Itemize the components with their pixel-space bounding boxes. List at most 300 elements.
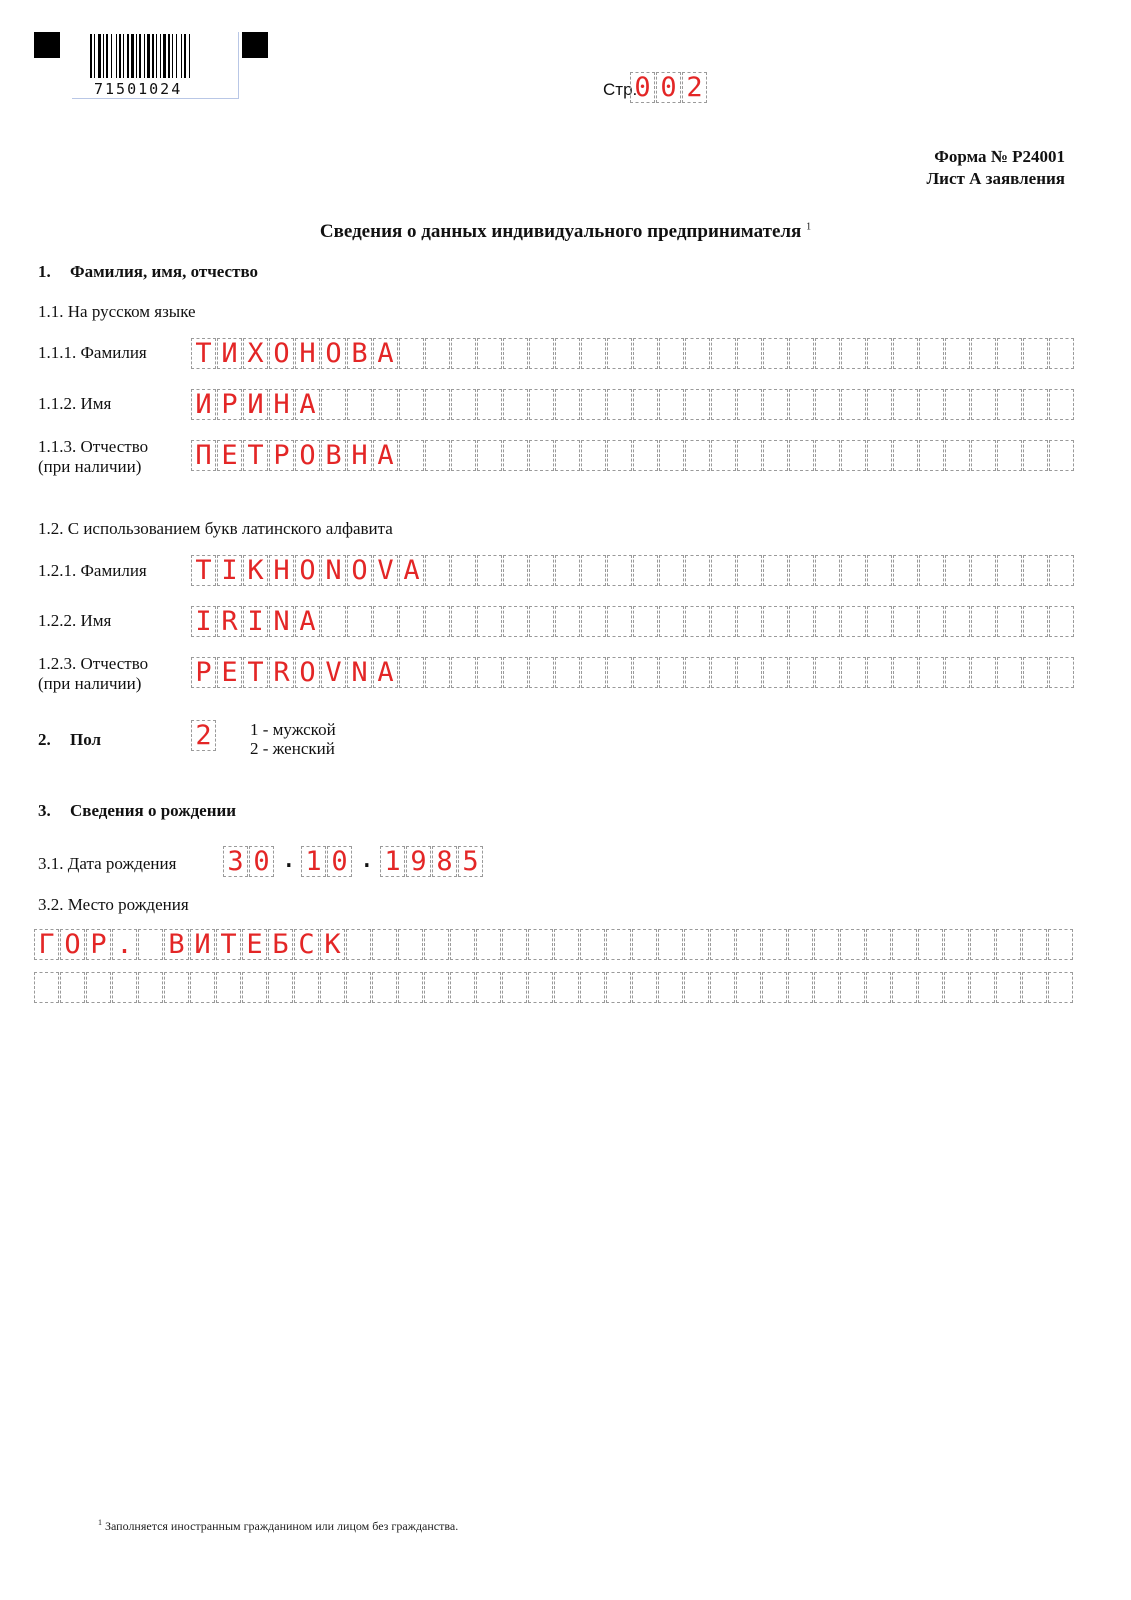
ru-patronymic-cell[interactable] <box>555 440 580 471</box>
birth-place-1-cell[interactable] <box>996 929 1021 960</box>
birth-place-1-cell[interactable] <box>944 929 969 960</box>
ru-name-cell[interactable] <box>737 389 762 420</box>
lat-patronymic-cell[interactable] <box>1023 657 1048 688</box>
birth-place-2-cell[interactable] <box>814 972 839 1003</box>
birth-place-1-cell[interactable]: Г <box>34 929 59 960</box>
ru-patronymic-cell[interactable] <box>581 440 606 471</box>
lat-name-cell[interactable] <box>997 606 1022 637</box>
ru-name-cell[interactable] <box>893 389 918 420</box>
ru-surname-field[interactable] <box>191 338 1075 369</box>
birth-place-2-cell[interactable] <box>892 972 917 1003</box>
lat-name-cell[interactable] <box>711 606 736 637</box>
birth-place-2-cell[interactable] <box>372 972 397 1003</box>
birth-day-field[interactable] <box>223 846 275 877</box>
lat-surname-cell[interactable] <box>1023 555 1048 586</box>
birth-day-cell[interactable]: 3 <box>223 846 248 877</box>
lat-patronymic-cell[interactable] <box>451 657 476 688</box>
birth-place-2-cell[interactable] <box>918 972 943 1003</box>
ru-name-cell[interactable] <box>997 389 1022 420</box>
lat-patronymic-cell[interactable]: R <box>269 657 294 688</box>
lat-patronymic-cell[interactable] <box>867 657 892 688</box>
ru-patronymic-cell[interactable]: Е <box>217 440 242 471</box>
ru-surname-cell[interactable] <box>503 338 528 369</box>
ru-patronymic-cell[interactable] <box>477 440 502 471</box>
lat-surname-cell[interactable] <box>867 555 892 586</box>
lat-name-cell[interactable] <box>373 606 398 637</box>
ru-surname-cell[interactable] <box>581 338 606 369</box>
birth-place-1-cell[interactable] <box>606 929 631 960</box>
ru-surname-cell[interactable] <box>425 338 450 369</box>
ru-patronymic-cell[interactable]: П <box>191 440 216 471</box>
birth-place-2-cell[interactable] <box>658 972 683 1003</box>
birth-place-2-cell[interactable] <box>944 972 969 1003</box>
lat-patronymic-cell[interactable] <box>789 657 814 688</box>
ru-surname-cell[interactable] <box>737 338 762 369</box>
ru-name-cell[interactable] <box>477 389 502 420</box>
lat-surname-cell[interactable] <box>581 555 606 586</box>
birth-place-1-cell[interactable]: Р <box>86 929 111 960</box>
birth-month-cell[interactable]: 0 <box>327 846 352 877</box>
lat-name-cell[interactable] <box>477 606 502 637</box>
birth-place-1-cell[interactable]: Б <box>268 929 293 960</box>
lat-name-cell[interactable] <box>867 606 892 637</box>
ru-surname-cell[interactable]: Х <box>243 338 268 369</box>
lat-surname-cell[interactable] <box>685 555 710 586</box>
lat-surname-cell[interactable]: A <box>399 555 424 586</box>
birth-month-cell[interactable]: 1 <box>301 846 326 877</box>
ru-surname-cell[interactable] <box>763 338 788 369</box>
ru-patronymic-cell[interactable]: Т <box>243 440 268 471</box>
lat-surname-cell[interactable] <box>841 555 866 586</box>
ru-name-cell[interactable] <box>971 389 996 420</box>
lat-name-cell[interactable] <box>789 606 814 637</box>
birth-place-1-cell[interactable] <box>528 929 553 960</box>
birth-place-1-cell[interactable]: . <box>112 929 137 960</box>
lat-patronymic-cell[interactable] <box>503 657 528 688</box>
lat-surname-cell[interactable]: N <box>321 555 346 586</box>
lat-name-cell[interactable]: I <box>191 606 216 637</box>
birth-place-2-cell[interactable] <box>346 972 371 1003</box>
ru-name-cell[interactable]: Р <box>217 389 242 420</box>
birth-place-1-cell[interactable] <box>1022 929 1047 960</box>
lat-patronymic-cell[interactable] <box>763 657 788 688</box>
ru-name-cell[interactable] <box>425 389 450 420</box>
ru-patronymic-cell[interactable] <box>685 440 710 471</box>
birth-day-cell[interactable]: 0 <box>249 846 274 877</box>
birth-place-2-cell[interactable] <box>580 972 605 1003</box>
birth-place-line-1[interactable] <box>34 929 1074 960</box>
ru-surname-cell[interactable]: Н <box>295 338 320 369</box>
birth-place-1-cell[interactable] <box>372 929 397 960</box>
lat-patronymic-cell[interactable] <box>971 657 996 688</box>
ru-surname-cell[interactable] <box>477 338 502 369</box>
lat-patronymic-cell[interactable] <box>607 657 632 688</box>
ru-patronymic-cell[interactable]: О <box>295 440 320 471</box>
ru-patronymic-cell[interactable] <box>399 440 424 471</box>
ru-surname-cell[interactable] <box>555 338 580 369</box>
birth-place-2-cell[interactable] <box>1022 972 1047 1003</box>
ru-patronymic-cell[interactable] <box>529 440 554 471</box>
lat-surname-cell[interactable] <box>711 555 736 586</box>
ru-surname-cell[interactable]: В <box>347 338 372 369</box>
ru-name-cell[interactable] <box>347 389 372 420</box>
birth-place-1-cell[interactable]: В <box>164 929 189 960</box>
ru-patronymic-cell[interactable] <box>503 440 528 471</box>
ru-surname-cell[interactable] <box>815 338 840 369</box>
lat-patronymic-cell[interactable] <box>685 657 710 688</box>
ru-surname-cell[interactable] <box>659 338 684 369</box>
birth-place-1-cell[interactable]: О <box>60 929 85 960</box>
birth-place-line-2[interactable] <box>34 972 1074 1003</box>
ru-patronymic-cell[interactable] <box>919 440 944 471</box>
ru-name-cell[interactable]: А <box>295 389 320 420</box>
ru-surname-cell[interactable] <box>607 338 632 369</box>
birth-place-1-cell[interactable]: С <box>294 929 319 960</box>
lat-patronymic-cell[interactable] <box>581 657 606 688</box>
ru-surname-cell[interactable] <box>399 338 424 369</box>
lat-patronymic-cell[interactable] <box>945 657 970 688</box>
ru-surname-cell[interactable] <box>789 338 814 369</box>
birth-place-2-cell[interactable] <box>866 972 891 1003</box>
lat-name-cell[interactable] <box>607 606 632 637</box>
lat-surname-cell[interactable] <box>945 555 970 586</box>
ru-patronymic-cell[interactable] <box>815 440 840 471</box>
birth-place-2-cell[interactable] <box>1048 972 1073 1003</box>
lat-name-cell[interactable] <box>763 606 788 637</box>
lat-patronymic-cell[interactable]: N <box>347 657 372 688</box>
birth-place-1-cell[interactable] <box>580 929 605 960</box>
birth-place-1-cell[interactable]: К <box>320 929 345 960</box>
ru-surname-cell[interactable] <box>711 338 736 369</box>
birth-place-2-cell[interactable] <box>554 972 579 1003</box>
lat-surname-cell[interactable] <box>607 555 632 586</box>
page-number-cell[interactable]: 0 <box>656 72 681 103</box>
ru-surname-cell[interactable] <box>997 338 1022 369</box>
ru-name-cell[interactable] <box>451 389 476 420</box>
lat-patronymic-cell[interactable]: O <box>295 657 320 688</box>
ru-name-field[interactable] <box>191 389 1075 420</box>
lat-name-cell[interactable] <box>399 606 424 637</box>
birth-place-1-cell[interactable]: И <box>190 929 215 960</box>
birth-place-1-cell[interactable] <box>346 929 371 960</box>
lat-patronymic-cell[interactable]: E <box>217 657 242 688</box>
ru-name-cell[interactable] <box>841 389 866 420</box>
lat-patronymic-cell[interactable]: P <box>191 657 216 688</box>
lat-name-cell[interactable] <box>1023 606 1048 637</box>
ru-surname-cell[interactable] <box>971 338 996 369</box>
birth-place-1-cell[interactable] <box>918 929 943 960</box>
lat-name-cell[interactable] <box>919 606 944 637</box>
birth-year-cell[interactable]: 1 <box>380 846 405 877</box>
lat-patronymic-cell[interactable] <box>737 657 762 688</box>
page-number-cell[interactable]: 2 <box>682 72 707 103</box>
birth-place-2-cell[interactable] <box>424 972 449 1003</box>
ru-surname-cell[interactable] <box>945 338 970 369</box>
ru-name-cell[interactable]: И <box>243 389 268 420</box>
lat-surname-cell[interactable] <box>1049 555 1074 586</box>
ru-name-cell[interactable] <box>555 389 580 420</box>
lat-name-cell[interactable]: I <box>243 606 268 637</box>
ru-patronymic-cell[interactable] <box>711 440 736 471</box>
lat-patronymic-cell[interactable] <box>893 657 918 688</box>
ru-patronymic-cell[interactable]: Р <box>269 440 294 471</box>
birth-year-cell[interactable]: 8 <box>432 846 457 877</box>
birth-place-2-cell[interactable] <box>970 972 995 1003</box>
ru-patronymic-cell[interactable] <box>971 440 996 471</box>
page-number-cell[interactable]: 0 <box>630 72 655 103</box>
ru-surname-cell[interactable]: О <box>269 338 294 369</box>
lat-name-cell[interactable] <box>971 606 996 637</box>
ru-name-cell[interactable] <box>1049 389 1074 420</box>
lat-name-cell[interactable] <box>737 606 762 637</box>
birth-place-2-cell[interactable] <box>840 972 865 1003</box>
lat-surname-cell[interactable] <box>997 555 1022 586</box>
birth-place-2-cell[interactable] <box>398 972 423 1003</box>
birth-place-1-cell[interactable] <box>424 929 449 960</box>
birth-place-1-cell[interactable] <box>840 929 865 960</box>
lat-surname-cell[interactable]: I <box>217 555 242 586</box>
ru-surname-cell[interactable] <box>529 338 554 369</box>
lat-name-cell[interactable] <box>945 606 970 637</box>
birth-place-1-cell[interactable]: Е <box>242 929 267 960</box>
lat-surname-field[interactable] <box>191 555 1075 586</box>
birth-place-2-cell[interactable] <box>606 972 631 1003</box>
birth-place-1-cell[interactable] <box>710 929 735 960</box>
ru-patronymic-cell[interactable] <box>789 440 814 471</box>
birth-place-2-cell[interactable] <box>502 972 527 1003</box>
lat-name-cell[interactable] <box>893 606 918 637</box>
birth-place-1-cell[interactable]: Т <box>216 929 241 960</box>
lat-patronymic-cell[interactable] <box>919 657 944 688</box>
birth-place-1-cell[interactable] <box>866 929 891 960</box>
birth-place-2-cell[interactable] <box>476 972 501 1003</box>
ru-patronymic-cell[interactable] <box>737 440 762 471</box>
lat-patronymic-field[interactable] <box>191 657 1075 688</box>
birth-place-2-cell[interactable] <box>684 972 709 1003</box>
lat-surname-cell[interactable] <box>425 555 450 586</box>
sex-cell[interactable]: 2 <box>191 720 216 751</box>
lat-surname-cell[interactable] <box>763 555 788 586</box>
lat-surname-cell[interactable]: O <box>295 555 320 586</box>
ru-surname-cell[interactable]: И <box>217 338 242 369</box>
lat-surname-cell[interactable]: T <box>191 555 216 586</box>
lat-patronymic-cell[interactable] <box>555 657 580 688</box>
birth-place-1-cell[interactable] <box>970 929 995 960</box>
ru-patronymic-cell[interactable]: А <box>373 440 398 471</box>
ru-name-cell[interactable] <box>945 389 970 420</box>
lat-name-field[interactable] <box>191 606 1075 637</box>
lat-patronymic-cell[interactable] <box>841 657 866 688</box>
lat-name-cell[interactable]: R <box>217 606 242 637</box>
ru-patronymic-cell[interactable] <box>607 440 632 471</box>
ru-surname-cell[interactable]: Т <box>191 338 216 369</box>
lat-name-cell[interactable] <box>503 606 528 637</box>
ru-patronymic-cell[interactable]: Н <box>347 440 372 471</box>
lat-patronymic-cell[interactable] <box>997 657 1022 688</box>
ru-name-cell[interactable]: Н <box>269 389 294 420</box>
birth-place-1-cell[interactable] <box>1048 929 1073 960</box>
lat-name-cell[interactable] <box>659 606 684 637</box>
lat-name-cell[interactable] <box>321 606 346 637</box>
birth-place-2-cell[interactable] <box>788 972 813 1003</box>
ru-surname-cell[interactable] <box>1023 338 1048 369</box>
lat-name-cell[interactable]: N <box>269 606 294 637</box>
lat-patronymic-cell[interactable] <box>633 657 658 688</box>
lat-surname-cell[interactable]: H <box>269 555 294 586</box>
ru-name-cell[interactable] <box>789 389 814 420</box>
lat-patronymic-cell[interactable] <box>425 657 450 688</box>
ru-name-cell[interactable] <box>919 389 944 420</box>
lat-patronymic-cell[interactable] <box>659 657 684 688</box>
ru-patronymic-cell[interactable] <box>425 440 450 471</box>
ru-surname-cell[interactable] <box>919 338 944 369</box>
birth-place-1-cell[interactable] <box>762 929 787 960</box>
ru-surname-cell[interactable]: А <box>373 338 398 369</box>
ru-patronymic-cell[interactable] <box>841 440 866 471</box>
ru-patronymic-cell[interactable] <box>451 440 476 471</box>
birth-place-1-cell[interactable] <box>684 929 709 960</box>
ru-name-cell[interactable] <box>581 389 606 420</box>
ru-surname-cell[interactable] <box>841 338 866 369</box>
ru-name-cell[interactable] <box>633 389 658 420</box>
lat-patronymic-cell[interactable]: A <box>373 657 398 688</box>
lat-surname-cell[interactable] <box>919 555 944 586</box>
birth-place-2-cell[interactable] <box>164 972 189 1003</box>
birth-place-1-cell[interactable] <box>450 929 475 960</box>
lat-patronymic-cell[interactable] <box>1049 657 1074 688</box>
lat-patronymic-cell[interactable] <box>399 657 424 688</box>
lat-name-cell[interactable]: A <box>295 606 320 637</box>
birth-place-2-cell[interactable] <box>190 972 215 1003</box>
lat-name-cell[interactable] <box>1049 606 1074 637</box>
ru-patronymic-cell[interactable]: В <box>321 440 346 471</box>
ru-patronymic-cell[interactable] <box>633 440 658 471</box>
lat-name-cell[interactable] <box>841 606 866 637</box>
birth-place-2-cell[interactable] <box>320 972 345 1003</box>
ru-patronymic-cell[interactable] <box>763 440 788 471</box>
birth-place-2-cell[interactable] <box>138 972 163 1003</box>
ru-patronymic-cell[interactable] <box>1049 440 1074 471</box>
birth-place-2-cell[interactable] <box>268 972 293 1003</box>
ru-patronymic-cell[interactable] <box>659 440 684 471</box>
lat-patronymic-cell[interactable] <box>477 657 502 688</box>
birth-year-cell[interactable]: 9 <box>406 846 431 877</box>
birth-month-field[interactable] <box>301 846 353 877</box>
birth-place-2-cell[interactable] <box>242 972 267 1003</box>
birth-place-1-cell[interactable] <box>788 929 813 960</box>
lat-surname-cell[interactable] <box>451 555 476 586</box>
lat-surname-cell[interactable] <box>477 555 502 586</box>
ru-name-cell[interactable]: И <box>191 389 216 420</box>
ru-name-cell[interactable] <box>711 389 736 420</box>
lat-name-cell[interactable] <box>555 606 580 637</box>
birth-place-2-cell[interactable] <box>736 972 761 1003</box>
ru-name-cell[interactable] <box>1023 389 1048 420</box>
birth-place-2-cell[interactable] <box>710 972 735 1003</box>
ru-name-cell[interactable] <box>529 389 554 420</box>
birth-place-2-cell[interactable] <box>112 972 137 1003</box>
ru-surname-cell[interactable] <box>893 338 918 369</box>
birth-year-cell[interactable]: 5 <box>458 846 483 877</box>
ru-surname-cell[interactable] <box>451 338 476 369</box>
lat-surname-cell[interactable] <box>529 555 554 586</box>
birth-place-2-cell[interactable] <box>632 972 657 1003</box>
lat-patronymic-cell[interactable]: V <box>321 657 346 688</box>
birth-place-2-cell[interactable] <box>34 972 59 1003</box>
lat-patronymic-cell[interactable] <box>711 657 736 688</box>
birth-place-2-cell[interactable] <box>86 972 111 1003</box>
birth-place-1-cell[interactable] <box>138 929 163 960</box>
ru-surname-cell[interactable] <box>867 338 892 369</box>
birth-place-1-cell[interactable] <box>476 929 501 960</box>
lat-surname-cell[interactable]: V <box>373 555 398 586</box>
birth-place-2-cell[interactable] <box>996 972 1021 1003</box>
ru-name-cell[interactable] <box>685 389 710 420</box>
lat-surname-cell[interactable] <box>555 555 580 586</box>
lat-surname-cell[interactable] <box>659 555 684 586</box>
ru-surname-cell[interactable] <box>1049 338 1074 369</box>
lat-surname-cell[interactable] <box>633 555 658 586</box>
lat-name-cell[interactable] <box>529 606 554 637</box>
ru-patronymic-cell[interactable] <box>1023 440 1048 471</box>
birth-place-1-cell[interactable] <box>632 929 657 960</box>
ru-name-cell[interactable] <box>373 389 398 420</box>
birth-place-1-cell[interactable] <box>554 929 579 960</box>
birth-place-2-cell[interactable] <box>216 972 241 1003</box>
ru-patronymic-cell[interactable] <box>997 440 1022 471</box>
lat-name-cell[interactable] <box>425 606 450 637</box>
ru-name-cell[interactable] <box>659 389 684 420</box>
lat-name-cell[interactable] <box>581 606 606 637</box>
birth-place-1-cell[interactable] <box>658 929 683 960</box>
ru-surname-cell[interactable] <box>685 338 710 369</box>
birth-place-1-cell[interactable] <box>502 929 527 960</box>
lat-patronymic-cell[interactable]: T <box>243 657 268 688</box>
lat-surname-cell[interactable]: K <box>243 555 268 586</box>
lat-name-cell[interactable] <box>633 606 658 637</box>
lat-name-cell[interactable] <box>815 606 840 637</box>
ru-name-cell[interactable] <box>815 389 840 420</box>
lat-surname-cell[interactable] <box>815 555 840 586</box>
lat-patronymic-cell[interactable] <box>815 657 840 688</box>
birth-place-1-cell[interactable] <box>814 929 839 960</box>
ru-name-cell[interactable] <box>503 389 528 420</box>
lat-surname-cell[interactable] <box>503 555 528 586</box>
birth-place-1-cell[interactable] <box>736 929 761 960</box>
ru-surname-cell[interactable] <box>633 338 658 369</box>
ru-name-cell[interactable] <box>607 389 632 420</box>
birth-place-1-cell[interactable] <box>892 929 917 960</box>
ru-name-cell[interactable] <box>867 389 892 420</box>
birth-place-2-cell[interactable] <box>294 972 319 1003</box>
lat-surname-cell[interactable] <box>789 555 814 586</box>
birth-place-2-cell[interactable] <box>450 972 475 1003</box>
sex-field[interactable] <box>191 720 217 751</box>
ru-name-cell[interactable] <box>321 389 346 420</box>
birth-place-2-cell[interactable] <box>528 972 553 1003</box>
ru-name-cell[interactable] <box>763 389 788 420</box>
lat-patronymic-cell[interactable] <box>529 657 554 688</box>
lat-name-cell[interactable] <box>685 606 710 637</box>
birth-place-2-cell[interactable] <box>762 972 787 1003</box>
birth-year-field[interactable] <box>380 846 484 877</box>
lat-name-cell[interactable] <box>451 606 476 637</box>
ru-patronymic-cell[interactable] <box>945 440 970 471</box>
birth-place-1-cell[interactable] <box>398 929 423 960</box>
ru-patronymic-field[interactable] <box>191 440 1075 471</box>
birth-place-2-cell[interactable] <box>60 972 85 1003</box>
lat-surname-cell[interactable] <box>737 555 762 586</box>
